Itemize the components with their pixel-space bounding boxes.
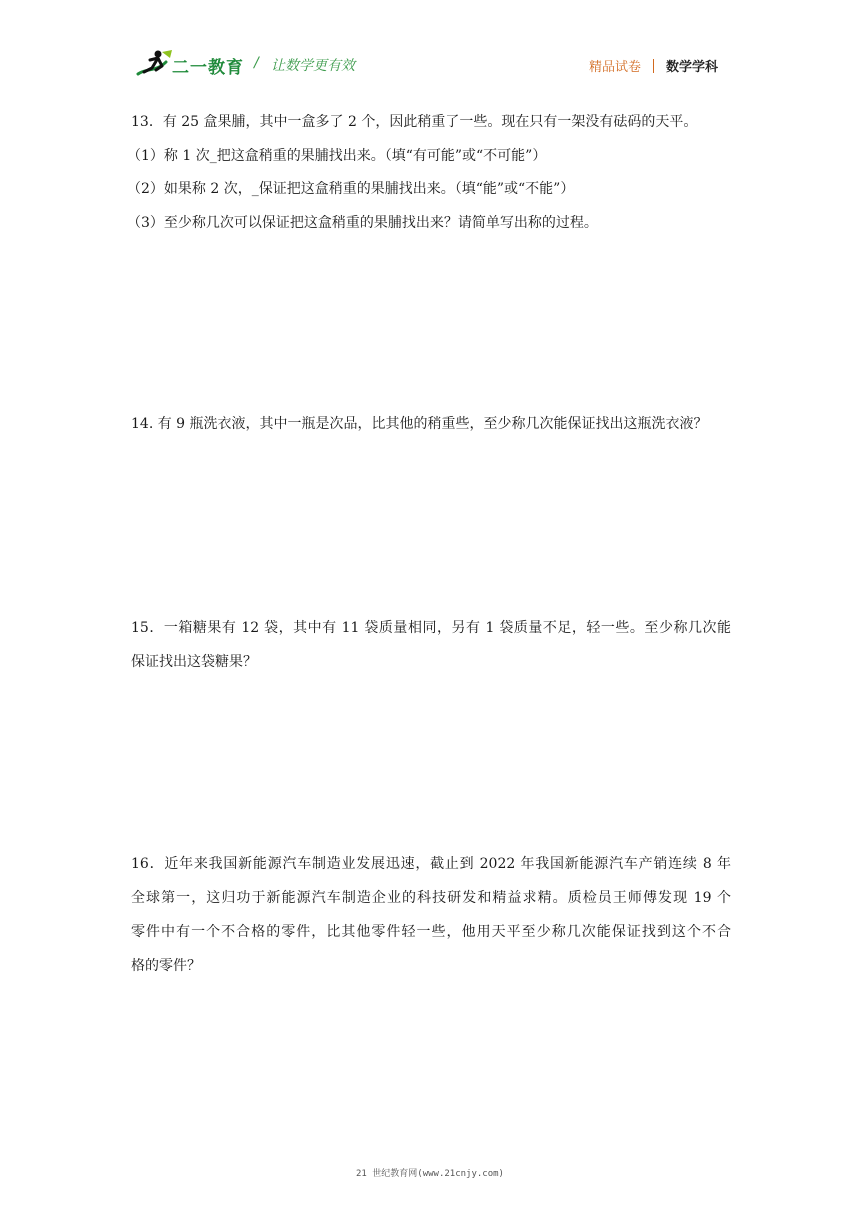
question-16-stem-line-4: 格的零件？ xyxy=(131,958,201,974)
question-13-part-3: （3）至少称几次可以保证把这盒稍重的果脯找出来？请简单写出称的过程。 xyxy=(127,215,598,231)
question-16-stem-line-1: 16．近年来我国新能源汽车制造业发展迅速，截止到 2022 年我国新能源汽车产销连续 8 年 xyxy=(131,856,731,872)
subject-label: 数学学科 xyxy=(665,60,718,75)
question-15-stem-line-1: 15．一箱糖果有 12 袋，其中有 11 袋质量相同，另有 1 袋质量不足，轻一些。至少称几次能 xyxy=(131,620,731,636)
question-13-part-1: （1）称 1 次_把这盒稍重的果脯找出来。（填“有可能”或“不可能”） xyxy=(127,148,547,164)
question-13-stem: 13．有 25 盒果脯，其中一盒多了 2 个，因此稍重了一些。现在只有一架没有砝码的天平。 xyxy=(131,114,698,130)
question-14-stem: 14. 有 9 瓶洗衣液，其中一瓶是次品，比其他的稍重些，至少称几次能保证找出这瓶洗衣液？ xyxy=(131,416,708,432)
question-16-stem-line-3: 零件中有一个不合格的零件，比其他零件轻一些，他用天平至少称几次能保证找到这个不合 xyxy=(131,924,731,940)
page-footer: 21 世纪教育网(www.21cnjy.com) xyxy=(356,1169,504,1179)
question-15-stem-line-2: 保证找出这袋糖果？ xyxy=(131,654,257,670)
header-divider xyxy=(653,59,654,73)
page-header xyxy=(0,0,860,100)
slogan-separator: / xyxy=(254,55,259,71)
brand-name: 二一教育 xyxy=(172,58,244,78)
slogan: 让数学更有效 xyxy=(271,58,355,74)
question-13-part-2: （2）如果称 2 次，_保证把这盒稍重的果脯找出来。（填“能”或“不能”） xyxy=(127,181,575,197)
question-16-stem-line-2: 全球第一，这归功于新能源汽车制造企业的科技研发和精益求精。质检员王师傅发现 19 个 xyxy=(131,890,731,906)
quality-label: 精品试卷 xyxy=(588,60,641,75)
header-labels xyxy=(589,56,718,75)
